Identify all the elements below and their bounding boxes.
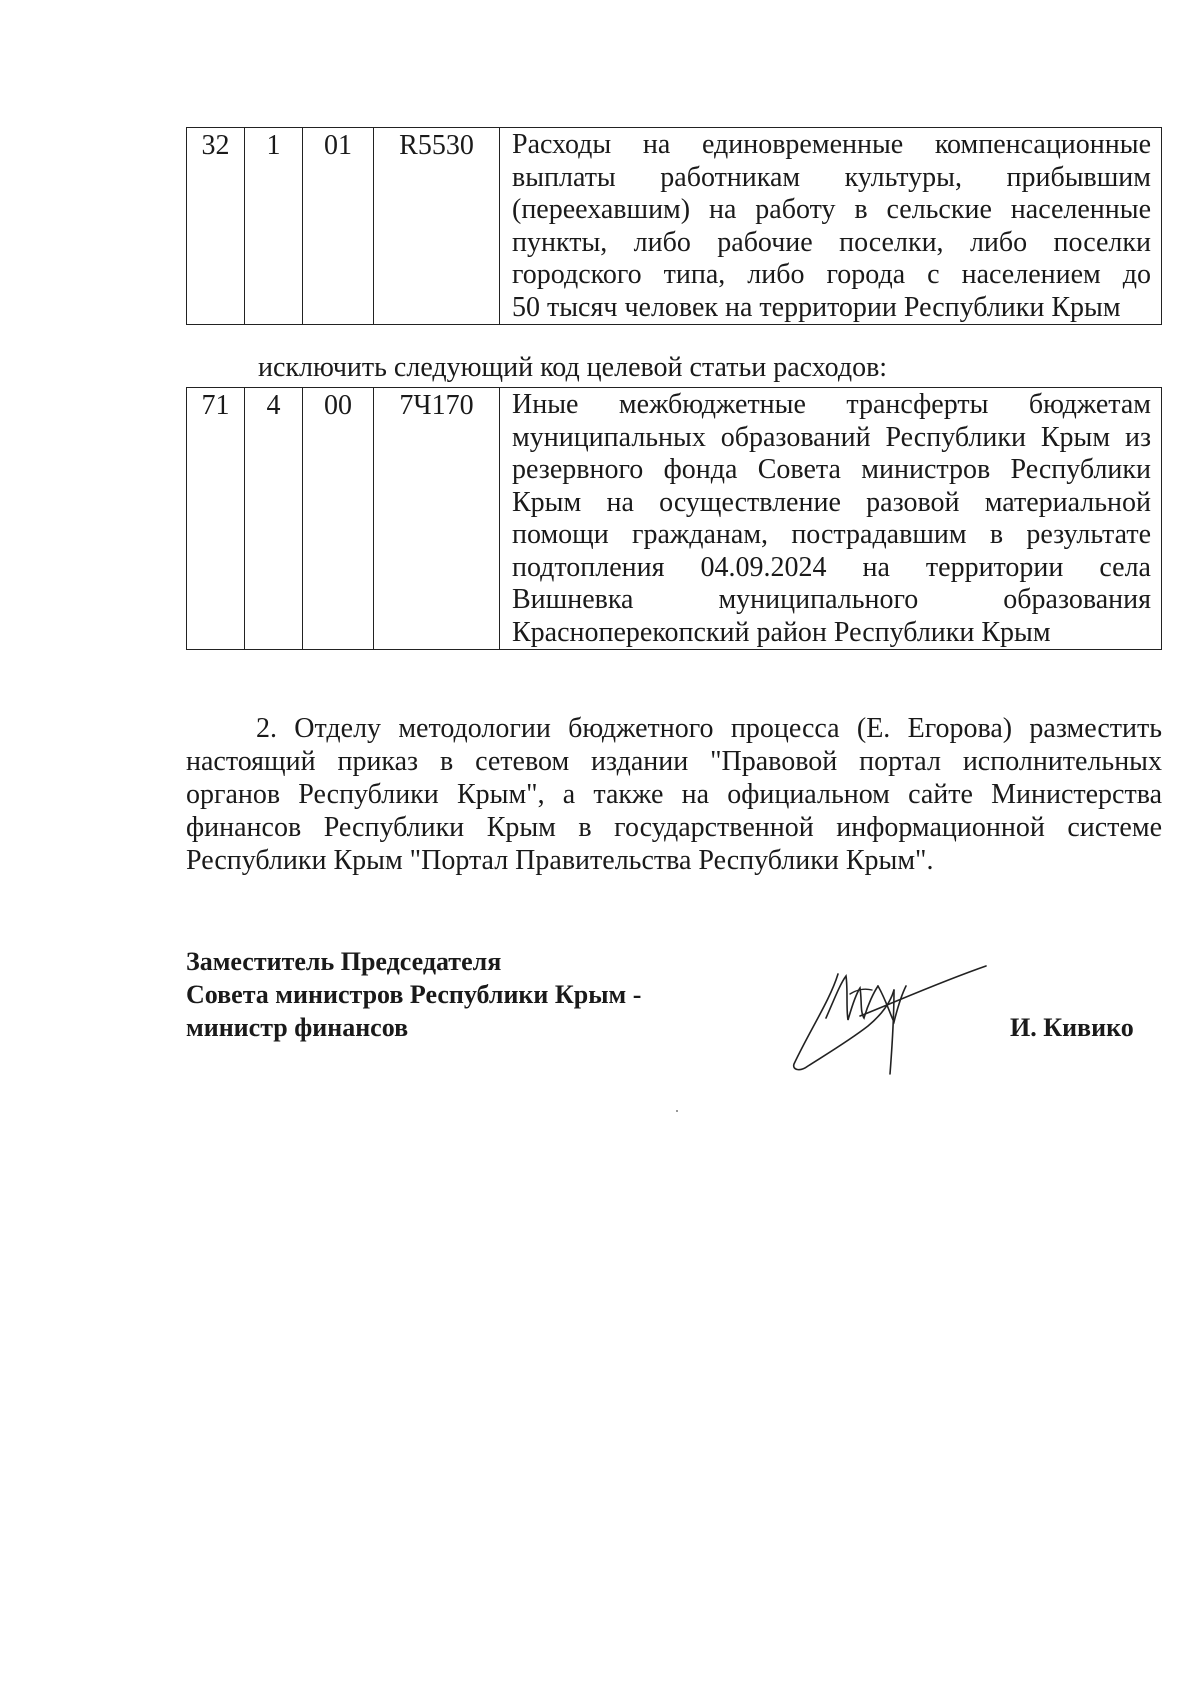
description-line: Крым на осуществление разовой материальной xyxy=(512,486,1151,518)
budget-code-table-1 xyxy=(186,127,1162,325)
table-row xyxy=(187,128,1162,325)
intro-text: исключить следующий код целевой статьи расходов: xyxy=(258,352,888,383)
code-cell: R5530 xyxy=(374,128,500,325)
paragraph-2 xyxy=(186,712,1162,877)
description-line: муниципальных образований Республики Крым из xyxy=(512,421,1151,453)
paragraph-line: настоящий приказ в сетевом издании "Правовой портал исполнительных xyxy=(186,746,1162,777)
handwritten-signature xyxy=(790,960,1000,1080)
description-line: помощи гражданам, пострадавшим в результате xyxy=(512,519,1151,550)
code-cell: 4 xyxy=(245,388,303,650)
table-row xyxy=(187,388,1162,650)
code-cell: 01 xyxy=(303,128,374,325)
code-cell: 00 xyxy=(303,388,374,650)
description-line: Иные межбюджетные трансферты бюджетам xyxy=(512,389,1151,420)
paragraph-line: Республики Крым "Портал Правительства Республики Крым". xyxy=(186,845,934,876)
signatory-title-line: министр финансов xyxy=(186,1013,409,1042)
paragraph-line: органов Республики Крым", а также на официальном сайте Министерства xyxy=(186,779,1162,810)
description-line: подтопления 04.09.2024 на территории села xyxy=(512,551,1151,583)
description-line: выплаты работникам культуры, прибывшим xyxy=(512,161,1151,193)
description-line: Вишневка муниципального образования xyxy=(512,584,1151,615)
description-line: пункты, либо рабочие поселки, либо поселки xyxy=(512,226,1151,258)
description-cell xyxy=(500,388,1162,650)
description-line: Красноперекопский район Республики Крым xyxy=(512,616,1051,648)
description-line: резервного фонда Совета министров Республики xyxy=(512,454,1151,485)
description-line: Расходы на единовременные компенсационные xyxy=(512,129,1151,160)
code-cell: 71 xyxy=(187,388,245,650)
signatory-title-line: Заместитель Председателя xyxy=(186,947,502,976)
signatory-title-line: Совета министров Республики Крым - xyxy=(186,980,642,1009)
signatory-name: И. Кивико xyxy=(1010,1013,1134,1042)
scan-speck xyxy=(676,1110,678,1112)
paragraph-line: 2. Отделу методологии бюджетного процесса (Е. Егорова) разместить xyxy=(256,713,1162,744)
budget-code-table-2 xyxy=(186,387,1162,650)
code-cell: 32 xyxy=(187,128,245,325)
code-cell: 1 xyxy=(245,128,303,325)
signatory-title xyxy=(186,945,641,1044)
description-line: городского типа, либо города с населением до xyxy=(512,259,1151,290)
description-cell xyxy=(500,128,1162,325)
code-cell: 7Ч170 xyxy=(374,388,500,650)
paragraph-line: финансов Республики Крым в государственной информационной системе xyxy=(186,812,1162,843)
description-line: 50 тысяч человек на территории Республики Крым xyxy=(512,291,1121,323)
description-line: (переехавшим) на работу в сельские населенные xyxy=(512,194,1151,225)
